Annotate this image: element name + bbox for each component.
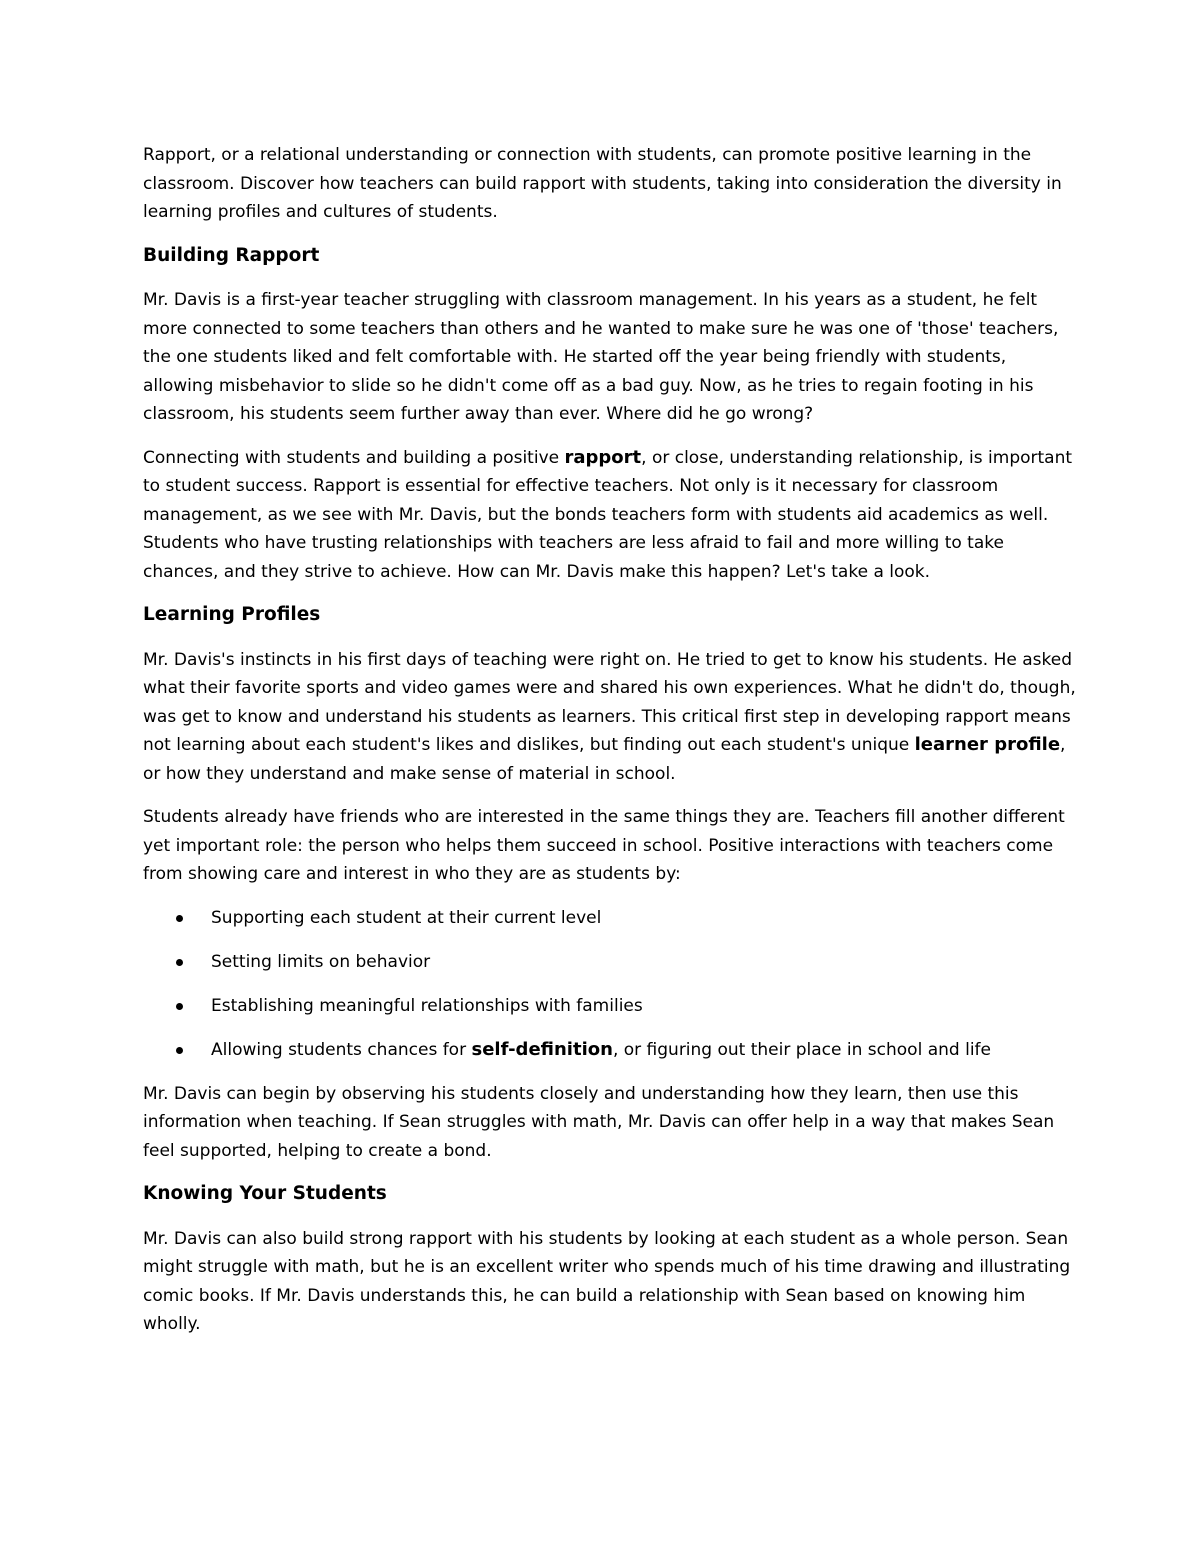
learning-profiles-paragraph-3: Mr. Davis can begin by observing his students closely and understanding how they learn, then use this information when teaching. If Sean struggles with math, Mr. Davis can offer help in a way that makes Sean feel supported, helping to create a bond. — [143, 1083, 1055, 1161]
list-item — [143, 1036, 1078, 1065]
intro-paragraph: Rapport, or a relational understanding or connection with students, can promote positive learning in the classroom. Discover how teachers can build rapport with students, taking into consideration the diversity in learning profiles and cultures of students. — [143, 145, 1062, 222]
term-self-definition: self-definition — [471, 1038, 613, 1060]
list-item — [143, 948, 1078, 977]
list-item-text: Setting limits on behavior — [211, 951, 431, 972]
term-rapport: rapport — [564, 446, 642, 468]
document-page — [143, 141, 1078, 1354]
heading-knowing-your-students: Knowing Your Students — [143, 1183, 387, 1204]
text-run: Mr. Davis's instincts in his first days of teaching were right on. He tried to get to know his students. He asked what their favorite sports and video games were and shared his own experiences. What he didn't do, though, was get to know and understand his students as learners. This critical first step in developing rapport means not learning about each student's likes and dislikes, but finding out each student's unique — [143, 649, 1076, 755]
text-run: Connecting with students and building a positive — [143, 447, 565, 468]
text-run: Allowing students chances for — [211, 1039, 472, 1060]
building-rapport-paragraph-2 — [143, 444, 1078, 587]
knowing-students-paragraph-1: Mr. Davis can also build strong rapport with his students by looking at each student as a whole person. Sean might struggle with math, but he is an excellent writer who spends much of his time drawing and illustrating comic books. If Mr. Davis understands this, he can build a relationship with Sean based on knowing him wholly. — [143, 1228, 1071, 1334]
bullet-list — [143, 904, 1078, 1065]
heading-learning-profiles: Learning Profiles — [143, 604, 321, 625]
heading-building-rapport: Building Rapport — [143, 244, 320, 266]
text-run: , or how they understand and make sense of material in school. — [143, 735, 1066, 784]
bullet-icon — [176, 1003, 183, 1010]
learning-profiles-paragraph-2: Students already have friends who are interested in the same things they are. Teachers fill another different yet important role: the person who helps them succeed in school. Positive interactions with teachers come from showing care and interest in who they are as students by: — [143, 807, 1065, 884]
list-item — [143, 992, 1078, 1021]
bullet-icon — [176, 959, 183, 966]
learning-profiles-paragraph-1 — [143, 646, 1078, 789]
list-item — [143, 904, 1078, 933]
list-item-text: Supporting each student at their current level — [211, 907, 602, 928]
text-run: , or figuring out their place in school and life — [612, 1039, 991, 1060]
bullet-icon — [176, 915, 183, 922]
bullet-icon — [176, 1047, 183, 1054]
building-rapport-paragraph-1: Mr. Davis is a first-year teacher struggling with classroom management. In his years as a student, he felt more connected to some teachers than others and he wanted to make sure he was one of 'those' teachers, the one students liked and felt comfortable with. He started off the year being friendly with students, allowing misbehavior to slide so he didn't come off as a bad guy. Now, as he tries to regain footing in his classroom, his students seem further away than ever. Where did he go wrong? — [143, 290, 1059, 424]
text-run: , or close, understanding relationship, is important to student success. Rapport is essential for effective teachers. Not only is it necessary for classroom management, as we see with Mr. Davis, but the bonds teachers form with students aid academics as well. Students who have trusting relationships with teachers are less afraid to fail and more willing to take chances, and they strive to achieve. How can Mr. Davis make this happen? Let's take a look. — [143, 447, 1073, 582]
list-item-text: Establishing meaningful relationships with families — [211, 995, 643, 1016]
term-learner-profile: learner profile — [914, 734, 1061, 755]
